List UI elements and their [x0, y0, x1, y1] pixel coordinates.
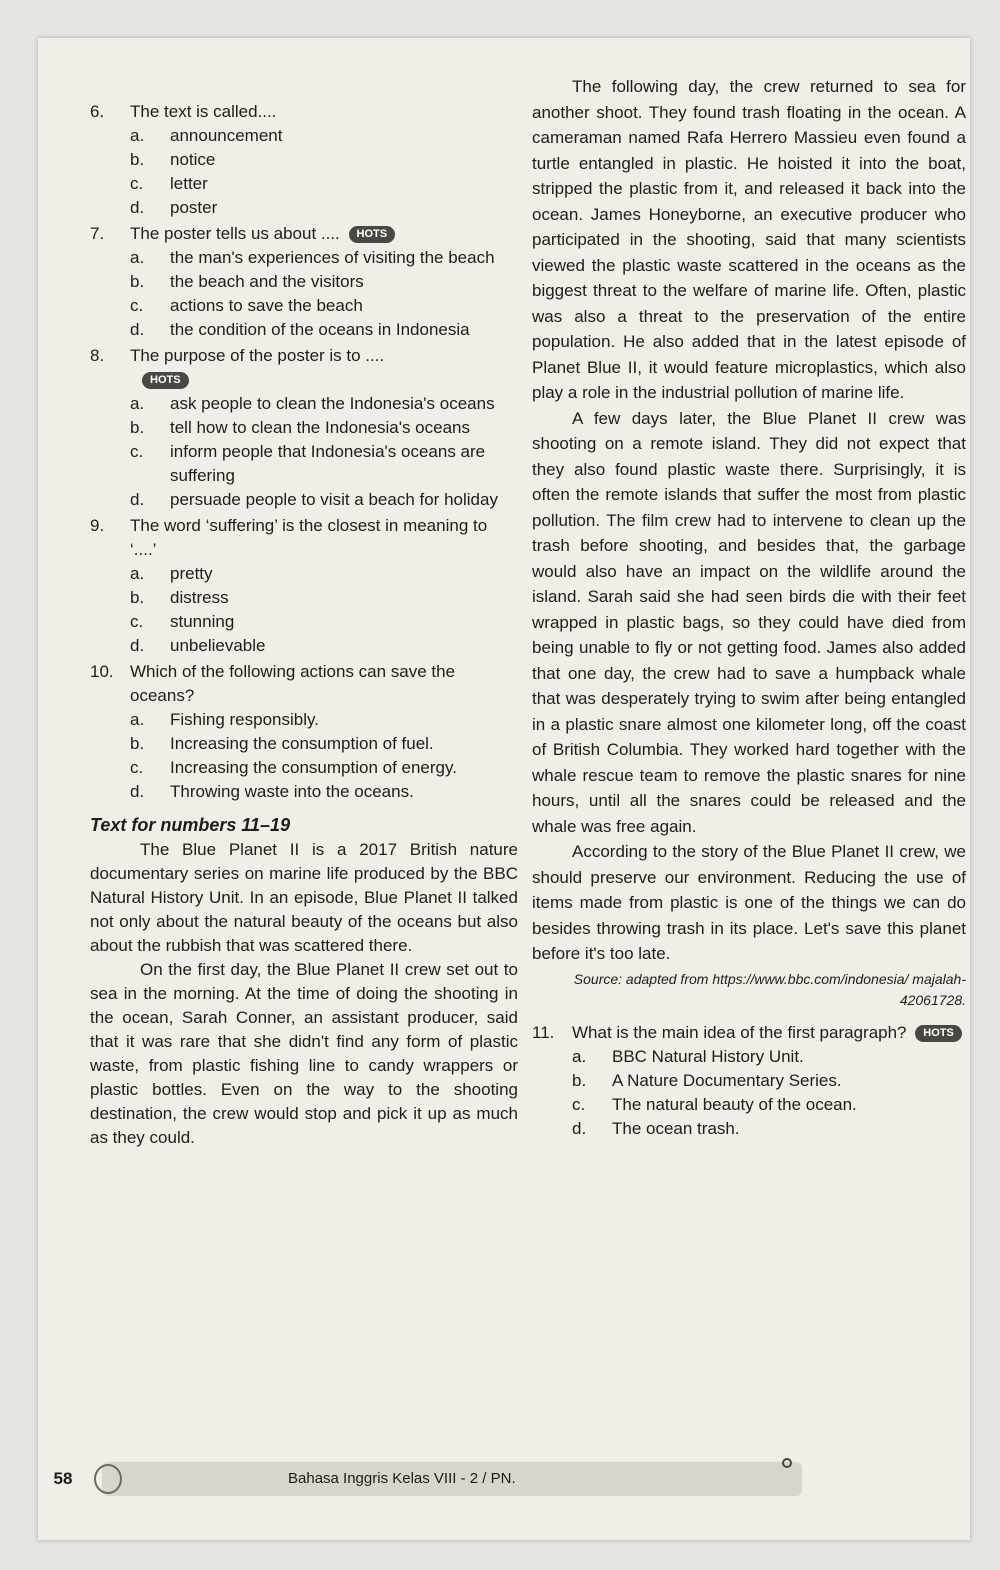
option: d. The ocean trash.	[572, 1118, 740, 1138]
book-title: Bahasa Inggris Kelas VIII - 2 / PN.	[288, 1470, 516, 1487]
paragraph: The following day, the crew returned to sea for another shoot. They found trash floating in the ocean. A cameraman named Rafa Herrero Massieu even found a turtle entangled in plastic. He hoisted it into the boat, stripped the plastic from it, and released it back into the ocean. James Honeyborne, an executive producer who participated in the shooting, said that many scientists viewed the plastic waste scattered in the oceans as the biggest threat to the welfare of marine life. Often, plastic was also a threat to the preservation of the entire population. He also added that in the latest episode of Planet Blue II, it would feature microplastics, which also play a role in the industrial pollution of marine life.	[532, 77, 966, 402]
question-6	[90, 100, 518, 220]
hots-badge: HOTS	[915, 1025, 962, 1042]
book-page	[38, 38, 970, 1540]
option: d. the condition of the oceans in Indonesia	[130, 320, 470, 339]
question-9	[90, 514, 518, 658]
option: d. unbelievable	[130, 636, 266, 655]
option: b. A Nature Documentary Series.	[572, 1070, 842, 1090]
question-8	[90, 344, 518, 512]
question-11	[532, 1021, 966, 1141]
option: a. announcement	[130, 126, 283, 145]
hots-badge: HOTS	[142, 372, 189, 389]
option: c. inform people that Indonesia's oceans are suffering	[130, 442, 486, 485]
question-number: 9.	[90, 516, 105, 535]
option: b. distress	[130, 588, 229, 607]
option: d. persuade people to visit a beach for holiday	[130, 490, 498, 509]
question-text: Which of the following actions can save the oceans?	[130, 662, 456, 705]
option: a. the man's experiences of visiting the beach	[130, 248, 495, 267]
question-text: The text is called....	[130, 102, 277, 121]
option: c. actions to save the beach	[130, 296, 363, 315]
option: a. ask people to clean the Indonesia's oceans	[130, 394, 495, 413]
question-number: 7.	[90, 224, 105, 243]
option: b. notice	[130, 150, 216, 169]
question-text: The word ‘suffering’ is the closest in meaning to ‘....’	[130, 516, 488, 559]
circle-icon	[94, 1464, 122, 1494]
question-number: 10.	[90, 662, 114, 681]
source-citation: Source: adapted from https://www.bbc.com/indonesia/ majalah-42061728.	[573, 970, 966, 1008]
paragraph: The Blue Planet II is a 2017 British nature documentary series on marine life produced by the BBC Natural History Unit. In an episode, Blue Planet II talked not only about the natural beauty of the oceans but also about the rubbish that was scattered there.	[90, 840, 518, 955]
question-7	[90, 222, 518, 342]
page-footer	[38, 1458, 970, 1502]
option: c. letter	[130, 174, 208, 193]
option: d. poster	[130, 198, 218, 217]
question-text: The purpose of the poster is to ....	[130, 346, 385, 365]
question-number: 6.	[90, 102, 105, 121]
question-10	[90, 660, 518, 804]
question-text: The poster tells us about ....	[130, 224, 340, 243]
option: d. Throwing waste into the oceans.	[130, 782, 414, 801]
option: b. Increasing the consumption of fuel.	[130, 734, 434, 753]
question-number: 11.	[532, 1022, 555, 1042]
option: b. tell how to clean the Indonesia's oceans	[130, 418, 470, 437]
page-number: 58	[53, 1469, 73, 1488]
paragraph: A few days later, the Blue Planet II crew was shooting on a remote island. They did not expect that they also found plastic waste there. Surprisingly, it is often the remote islands that suffer the most from plastic pollution. The film crew had to intervene to clean up the trash before shooting, and besides that, the garbage would also have an impact on the wildlife around the island. Sarah said she had seen birds die with their feet wrapped in plastic bags, so they could have died from being unable to fly or not getting food. James also added that one day, the crew had to save a humpback whale that was desperately trying to swim after being entangled in a plastic snare almost one kilometer long, off the coast of British Columbia. They worked hard together with the whale rescue team to remove the plastic snares for nine hours, until all the snares could be released and the whale was free again.	[532, 408, 966, 836]
paragraph: On the first day, the Blue Planet II crew set out to sea in the morning. At the time of doing the shooting in the ocean, Sarah Conner, an assistant producer, said that it was rare that she didn't find any form of plastic waste, from plastic fishing line to candy wrappers or plastic bottles. Even on the way to the shooting destination, the crew would stop and pick it up as much as they could.	[90, 960, 518, 1147]
option: c. stunning	[130, 612, 235, 631]
right-column	[532, 74, 966, 1141]
option: b. the beach and the visitors	[130, 272, 364, 291]
hots-badge: HOTS	[349, 226, 396, 243]
pin-icon	[782, 1458, 792, 1468]
option: c. The natural beauty of the ocean.	[572, 1094, 857, 1114]
option: a. BBC Natural History Unit.	[572, 1046, 804, 1066]
option: a. Fishing responsibly.	[130, 710, 319, 729]
question-number: 8.	[90, 346, 105, 365]
option: a. pretty	[130, 564, 213, 583]
section-title: Text for numbers 11–19	[90, 815, 291, 835]
left-column	[90, 100, 518, 1150]
option: c. Increasing the consumption of energy.	[130, 758, 457, 777]
question-text: What is the main idea of the first paragraph?	[572, 1022, 907, 1042]
paragraph: According to the story of the Blue Planet II crew, we should preserve our environment. Reducing the use of items made from plastic is one of the things we can do besides throwing trash in its place. Let's save this planet before it's too late.	[532, 842, 966, 963]
